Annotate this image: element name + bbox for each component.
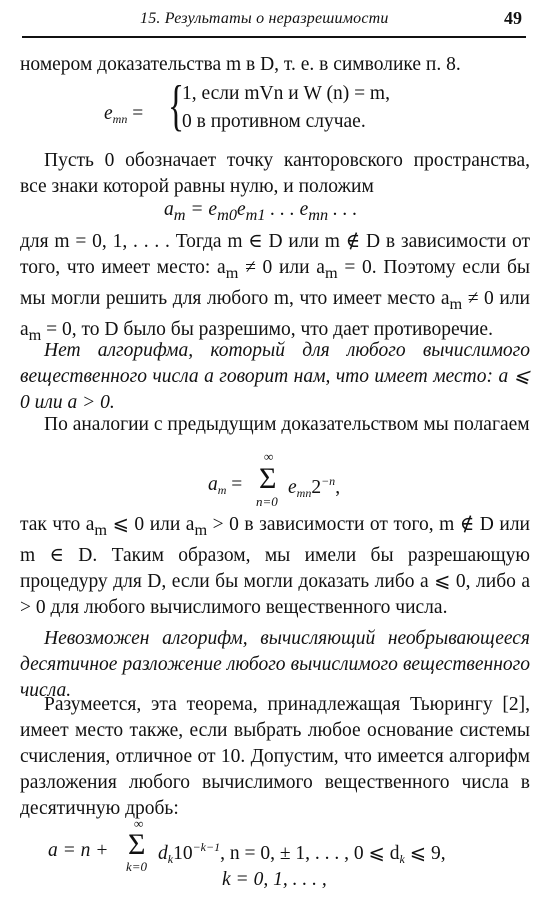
theorem-sign: Нет алгорифма, который для любого вычислимого вещественного числа a говорит нам, что имеет место: a ⩽ 0 или a > 0.	[20, 340, 530, 413]
paragraph-decidable: для m = 0, 1, . . . . Тогда m ∈ D или m ∉ D в зависимости от того, что имеет место: $a_m \ne 0$ или $a_m = 0$. Поэтому если бы мы могли решить для любого m, что имеет место $a_m \ne 0$ или $a_m = 0$, то D было бы разрешимо, что дает противоречие.	[20, 231, 530, 344]
paragraph-cantor: Пусть 0 обозначает точку канторовского пространства, все знаки которой равны нулю, и положим	[20, 150, 530, 197]
sum2-term: $d_k10^{-k-1}$, n = 0, ± 1, . . . , 0 ⩽ $d_k$ ⩽ 9,	[158, 840, 446, 866]
emn-lhs: $e_{mn}$ =	[104, 103, 144, 126]
am-definition: $a_m = e_{m0}e_{m1}$ . . . $e_{mn}$ . . .	[164, 199, 358, 224]
sum2-sigma: Σ	[128, 828, 146, 861]
running-header	[22, 6, 526, 38]
paragraph-turing: Разумеется, эта теорема, принадлежащая Тьюрингу [2], имеет место также, если выбрать любое основание системы счисления, отличное от 10. Допустим, что имеется алгорифм разложения любого вычислимого вещественного числа в десятичную дробь:	[20, 694, 530, 819]
sum1-lhs: $a_m$ =	[208, 474, 243, 497]
paragraph-continuation: номером доказательства m в D, т. е. в символике п. 8.	[20, 54, 461, 75]
sum1-sigma: Σ	[259, 462, 277, 495]
paragraph-analogy: По аналогии с предыдущим доказательством мы полагаем	[44, 414, 530, 435]
header-title: 15. Результаты о неразрешимости	[140, 10, 389, 27]
sum1-lower: n=0	[256, 494, 278, 509]
sum1-term: $e_{mn}2^{-n}$,	[288, 474, 341, 500]
paragraph-procedure: так что $a_m$ ⩽ 0 или $a_m > 0$ в зависимости от того, m ∉ D или m ∈ D. Таким образом, мы имели бы разрешающую процедуру для D, если бы могли доказать либо a ⩽ 0, либо a > 0 для любого вычислимого вещественного числа.	[20, 514, 530, 618]
emn-case-2: 0 в противном случае.	[182, 111, 366, 132]
sum2-lhs: a = n +	[48, 840, 109, 861]
emn-case-1: 1, если mVn и W (n) = m,	[182, 83, 390, 104]
theorem-decimal: Невозможен алгорифм, вычисляющий необрывающееся десятичное разложение любого вычислимого вещественного числа.	[20, 628, 530, 701]
left-brace: {	[168, 75, 185, 137]
k-range: k = 0, 1, . . . ,	[222, 869, 327, 890]
page-number: 49	[504, 8, 522, 28]
sum1-upper: ∞	[264, 449, 274, 464]
sum2-lower: k=0	[126, 859, 148, 874]
sum2-upper: ∞	[134, 816, 144, 831]
